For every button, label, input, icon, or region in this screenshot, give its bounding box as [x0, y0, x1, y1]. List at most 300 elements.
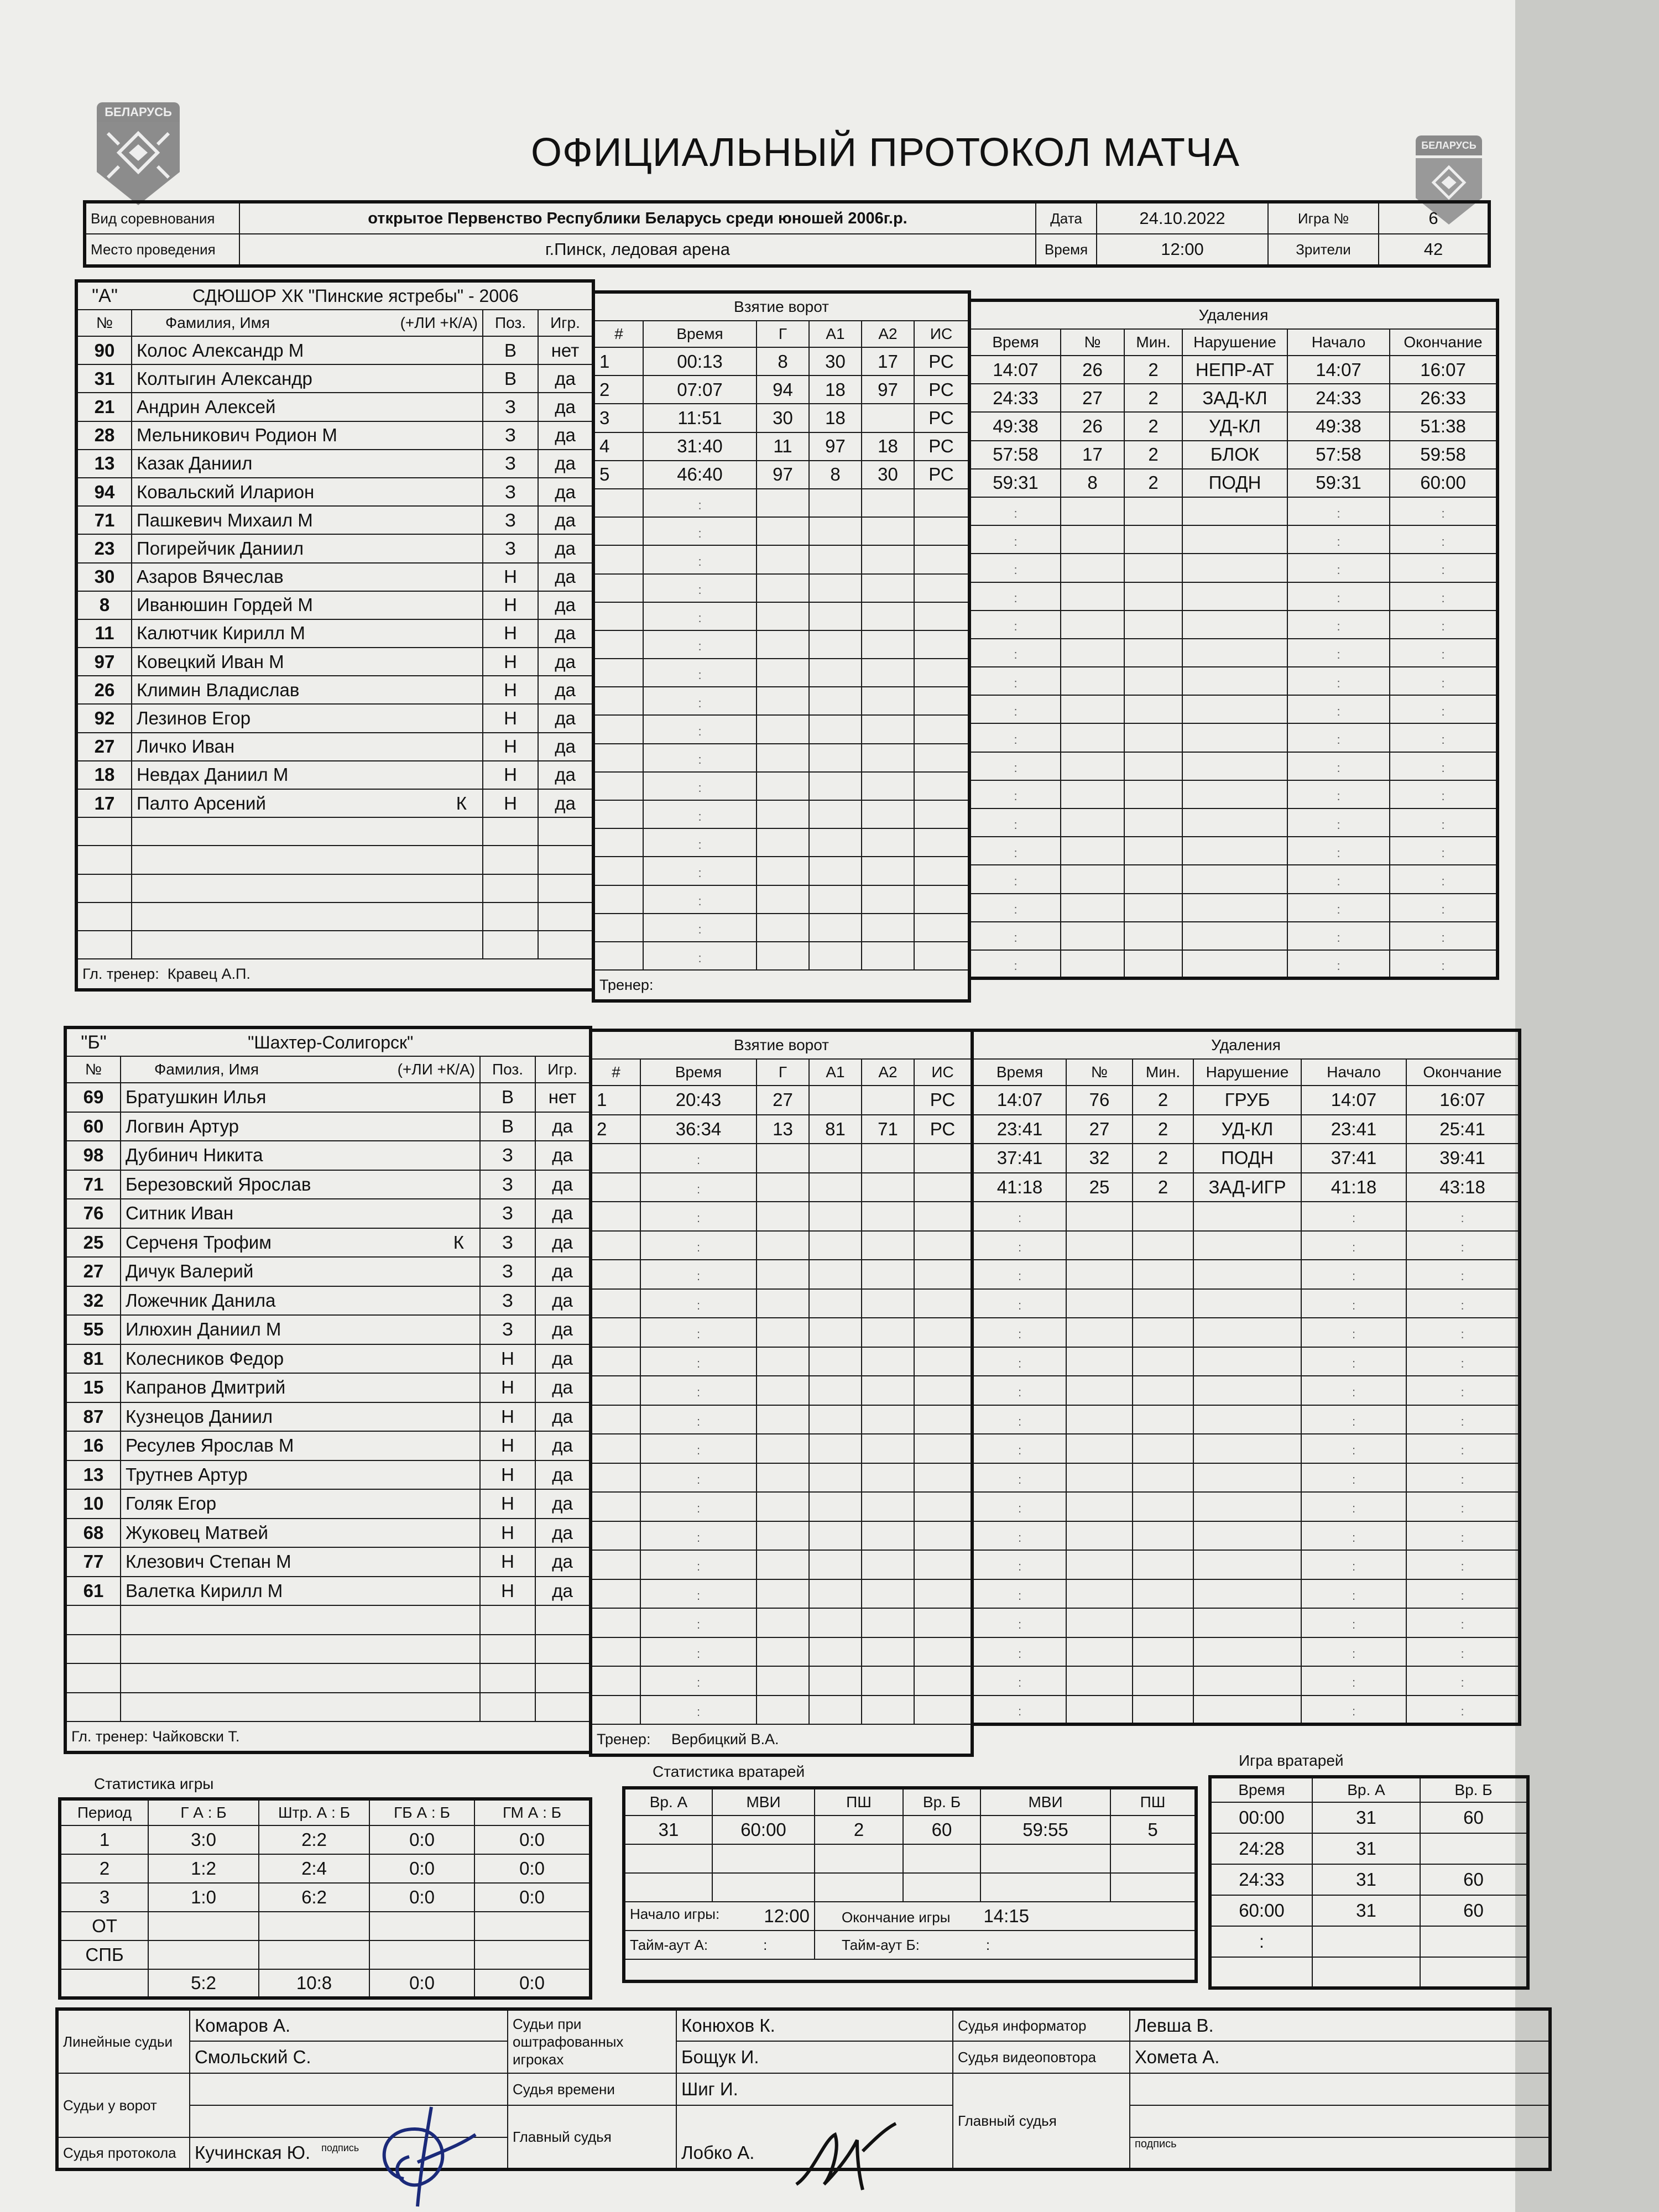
team-a-goal-a1: 18 [809, 375, 862, 404]
team-b-goal-cell [640, 1521, 757, 1551]
team-a-goal-cell [757, 800, 809, 828]
team-b-penalty-blank-colon: : [1352, 1676, 1356, 1690]
team-a-penalty-blank-colon: : [1337, 761, 1340, 775]
team-a-penalty-cell [1061, 525, 1124, 554]
team-b-penalty-blank-colon: : [1460, 1472, 1464, 1486]
team-a-goal-cell [643, 772, 757, 800]
team-b-player-pos: Н [480, 1431, 535, 1460]
team-b-penalty-blank-colon: : [1018, 1646, 1022, 1661]
game-stats-cell-1: 1:0 [148, 1883, 259, 1912]
team-b-goal-cell [757, 1144, 809, 1173]
team-a-goal-row [593, 857, 969, 885]
team-b-penalty-blank-colon: : [1460, 1414, 1464, 1428]
team-a-player-num: 90 [76, 336, 132, 364]
team-a-penalty-cell [1287, 582, 1390, 611]
team-a-player-played: да [538, 421, 593, 450]
team-b-player-played: да [535, 1547, 591, 1577]
team-a-goal-cell [809, 914, 862, 942]
team-a-goal-cell [914, 885, 969, 914]
team-a-goal-cell [914, 772, 969, 800]
team-b-goal-cell [809, 1173, 862, 1202]
team-b-penalty-s: 37:41 [1301, 1144, 1406, 1173]
team-b-penalty-blank-colon: : [1018, 1530, 1022, 1545]
team-b-goal-g: 13 [757, 1115, 809, 1144]
spectators-value: 42 [1379, 234, 1489, 266]
team-a-penalty-inf: ЗАД-КЛ [1182, 384, 1287, 412]
goalie-play-header-1: Вр. А [1312, 1777, 1420, 1802]
team-b-player-captain: К [453, 1232, 464, 1253]
team-b-penalty-cell [1066, 1260, 1133, 1289]
team-b-goal-blank-colon: : [696, 1182, 701, 1196]
team-a-goal-a1: 97 [809, 432, 862, 461]
team-a-goal-cell [643, 942, 757, 970]
team-a-penalty-cell [969, 525, 1061, 554]
team-a-penalty-m: 2 [1124, 469, 1182, 497]
team-b-penalty-row [972, 1289, 1520, 1318]
team-b-goal-a2-header: А2 [862, 1059, 914, 1086]
referee-label: Главный судья [508, 2105, 676, 2169]
team-b-goal-cell [914, 1173, 972, 1202]
team-a-goal-cell [809, 828, 862, 857]
team-b-penalty-cell [972, 1289, 1066, 1318]
team-a-penalty-blank-colon: : [1441, 958, 1445, 973]
team-b-pen-time-header: Время [972, 1059, 1066, 1086]
team-b-player-pos: Н [480, 1402, 535, 1432]
team-b-penalty-cell [1066, 1637, 1133, 1667]
team-b-penalty-row [972, 1608, 1520, 1637]
team-a-penalty-row [969, 639, 1498, 667]
team-b-coach: Тренер: Вербицкий В.А. [591, 1724, 972, 1755]
team-b-goal-blank-colon: : [696, 1240, 701, 1254]
team-b-player-cell [535, 1605, 591, 1635]
team-b-goal-cell [809, 1318, 862, 1347]
team-b-goal-cell [862, 1434, 914, 1463]
team-b-goal-a2: 71 [862, 1115, 914, 1144]
team-a-penalty-blank-colon: : [1337, 534, 1340, 549]
team-a-penalty-cell [969, 808, 1061, 837]
team-a-penalty-row [969, 950, 1498, 978]
team-b-player-row [65, 1083, 591, 1112]
team-b-penalty-cell [1133, 1376, 1193, 1405]
team-b-player-played: да [535, 1431, 591, 1460]
game-stats-cell-4: 0:0 [474, 1854, 591, 1883]
goalie-play-cell-0: 24:33 [1210, 1864, 1312, 1895]
team-a-penalty-n: 8 [1061, 469, 1124, 497]
team-b-goal-cell [757, 1637, 809, 1667]
team-a-goal-row [593, 574, 969, 602]
team-a-player-row [76, 846, 593, 874]
team-a-penalty-blank-colon: : [1337, 733, 1340, 747]
team-a-penalty-blank-colon: : [1441, 534, 1445, 549]
goalie-play-header-0: Время [1210, 1777, 1312, 1802]
team-a-penalty-row [969, 752, 1498, 780]
team-b-penalty-cell [1406, 1231, 1520, 1260]
team-a-player-cell [76, 846, 132, 874]
team-b-player-num: 68 [65, 1519, 121, 1548]
team-b-player-row [65, 1635, 591, 1664]
team-a-goal-cell [593, 602, 643, 630]
team-a-goal-time-header: Время [643, 321, 757, 347]
team-b-goal-blank-colon: : [696, 1559, 701, 1574]
team-a-penalty-cell [1287, 808, 1390, 837]
team-a-goal-cell [643, 800, 757, 828]
team-b-goal-cell [640, 1695, 757, 1725]
team-b-penalty-cell [972, 1231, 1066, 1260]
team-a-player-num: 71 [76, 506, 132, 534]
team-b-player-name: Валетка Кирилл М [121, 1577, 480, 1606]
team-a-goal-cell [757, 545, 809, 573]
team-b-goal-cell [809, 1202, 862, 1231]
team-a-player-played: да [538, 534, 593, 562]
team-a-player-played: да [538, 704, 593, 732]
team-a-goal-cell [809, 800, 862, 828]
team-b-penalty-cell [1066, 1434, 1133, 1463]
team-a-goal-blank-colon: : [698, 837, 702, 852]
team-a-player-num: 97 [76, 648, 132, 676]
team-a-penalty-cell [1287, 752, 1390, 780]
team-b-player-name: Серченя Трофим К [121, 1228, 480, 1258]
team-a-goal-cell [757, 687, 809, 715]
team-b-goal-cell [862, 1260, 914, 1289]
game-stats-cell-0: ОТ [60, 1912, 148, 1940]
team-b-player-pos: З [480, 1170, 535, 1199]
goalie-play-row [1210, 1864, 1528, 1895]
team-b-goal-cell [591, 1637, 640, 1667]
team-b-goal-cell [862, 1695, 914, 1725]
team-a-penalty-m: 2 [1124, 356, 1182, 384]
team-b-penalty-cell [1193, 1347, 1301, 1376]
goalie-stats-row [624, 1873, 1196, 1902]
team-b-penalty-cell [1193, 1405, 1301, 1434]
game-stats-header-3: ГБ А : Б [369, 1799, 474, 1825]
team-a-penalty-t: 24:33 [969, 384, 1061, 412]
team-a-player-cell [132, 931, 483, 959]
team-b-player-row [65, 1547, 591, 1577]
team-a-penalty-cell [1287, 780, 1390, 808]
team-b-player-cell [535, 1693, 591, 1722]
team-a-goal-cell [643, 489, 757, 517]
team-b-penalty-cell [1133, 1550, 1193, 1579]
team-b-penalty-blank-colon: : [1018, 1443, 1022, 1458]
team-a-player-row [76, 364, 593, 393]
team-b-penalty-row [972, 1260, 1520, 1289]
goalie-play-cell-1: 31 [1312, 1864, 1420, 1895]
team-b-penalty-cell [1406, 1579, 1520, 1609]
team-b-goal-cell [914, 1492, 972, 1521]
goalie-stats-cell-2: 2 [815, 1815, 903, 1844]
team-b-player-name: Колесников Федор [121, 1344, 480, 1374]
team-b-player-row [65, 1170, 591, 1199]
team-b-player-row [65, 1228, 591, 1258]
team-b-player-row [65, 1112, 591, 1141]
team-a-penalty-cell [1182, 554, 1287, 582]
team-b-penalty-blank-colon: : [1018, 1704, 1022, 1718]
team-a-penalty-cell [1287, 950, 1390, 978]
team-a-goal-cell [809, 517, 862, 545]
team-a-name-header: Фамилия, Имя (+ЛИ +К/А) [132, 310, 483, 336]
team-b-penalty-cell [1193, 1521, 1301, 1551]
team-b-goal-blank-colon: : [696, 1414, 701, 1428]
team-b-penalty-cell [1133, 1318, 1193, 1347]
team-b-goals-title: Взятие ворот [591, 1030, 972, 1059]
team-a-goal-cell [593, 800, 643, 828]
team-b-penalty-cell [1133, 1463, 1193, 1493]
goalie-stats-header-2: ПШ [815, 1788, 903, 1815]
team-b-goal-row [591, 1463, 972, 1493]
team-a-penalty-blank-colon: : [1441, 648, 1445, 662]
team-a-penalty-s: 49:38 [1287, 412, 1390, 440]
team-b-penalty-blank-colon: : [1352, 1211, 1356, 1225]
team-b-goal-cell [757, 1318, 809, 1347]
team-b-goal-cell [640, 1289, 757, 1318]
team-b-player-row [65, 1605, 591, 1635]
team-b-goal-cell [809, 1579, 862, 1609]
team-a-penalty-cell [1287, 894, 1390, 922]
team-b-penalty-cell [972, 1695, 1066, 1725]
goalie-play-cell-0: : [1210, 1926, 1312, 1957]
team-b-player-num: 87 [65, 1402, 121, 1432]
team-a-goal-a2: 97 [862, 375, 914, 404]
goalie-play-cell-1 [1312, 1926, 1420, 1957]
team-a-penalty-blank-colon: : [1337, 846, 1340, 860]
team-a-goal-row [593, 630, 969, 659]
team-b-goal-blank-colon: : [696, 1704, 701, 1719]
goalie-play-cell-0: 00:00 [1210, 1802, 1312, 1833]
team-b-goal-cell [809, 1550, 862, 1579]
team-b-goal-row [591, 1608, 972, 1637]
goalie-stats-cell-4 [980, 1873, 1110, 1902]
team-b-penalty-blank-colon: : [1352, 1472, 1356, 1486]
team-b-goal-i: 2 [591, 1115, 640, 1144]
team-a-penalty-blank-colon: : [1014, 676, 1018, 690]
team-b-goal-cell [862, 1289, 914, 1318]
penalty-box-2: Бощук И. [676, 2041, 953, 2073]
team-a-goal-row [593, 772, 969, 800]
team-b-penalty-cell [1133, 1405, 1193, 1434]
team-a-penalty-cell [969, 667, 1061, 695]
team-a-player-name: Колтыгин Александр [132, 364, 483, 393]
team-b-player-played: да [535, 1519, 591, 1548]
team-b-goal-row [591, 1579, 972, 1609]
team-b-penalty-row [972, 1144, 1520, 1173]
team-b-goal-cell [640, 1405, 757, 1434]
team-b-goal-cell [914, 1376, 972, 1405]
game-stats-cell-4: 0:0 [474, 1825, 591, 1854]
team-b-goal-cell [757, 1463, 809, 1493]
team-b-penalty-blank-colon: : [1352, 1269, 1356, 1284]
team-b-penalty-cell [1301, 1550, 1406, 1579]
team-a-player-name: Андрин Алексей [132, 393, 483, 421]
team-b-goal-cell [862, 1347, 914, 1376]
team-b-penalty-row [972, 1434, 1520, 1463]
team-b-player-row [65, 1141, 591, 1170]
team-b-player-num: 32 [65, 1286, 121, 1316]
team-a-penalty-blank-colon: : [1441, 902, 1445, 917]
team-b-player-played: да [535, 1577, 591, 1606]
team-b-player-row [65, 1373, 591, 1402]
game-stats-cell-1 [148, 1912, 259, 1940]
team-a-goal-cell [643, 857, 757, 885]
team-b-penalty-blank-colon: : [1460, 1530, 1464, 1545]
team-a-penalty-cell [1390, 554, 1498, 582]
team-b-penalty-cell [1301, 1463, 1406, 1493]
goalie-play-cell-1 [1312, 1957, 1420, 1988]
team-b-penalty-cell [972, 1202, 1066, 1231]
team-b-goal-cell [809, 1608, 862, 1637]
team-a-penalty-blank-colon: : [1337, 931, 1340, 945]
team-b-penalty-row [972, 1463, 1520, 1493]
team-a-goal-cell [862, 630, 914, 659]
team-b-goal-cell [591, 1608, 640, 1637]
team-b-penalty-blank-colon: : [1018, 1385, 1022, 1400]
team-b-player-played: да [535, 1199, 591, 1228]
team-a-goal-cell [643, 630, 757, 659]
game-stats-cell-1 [148, 1940, 259, 1969]
team-a-penalty-cell [1287, 497, 1390, 525]
team-b-goal-blank-colon: : [696, 1646, 701, 1661]
team-b-penalty-n: 25 [1066, 1173, 1133, 1202]
team-b-penalty-cell [1066, 1347, 1133, 1376]
team-a-penalty-cell [1124, 723, 1182, 752]
game-stats-header-1: Г А : Б [148, 1799, 259, 1825]
team-a-player-played: нет [538, 336, 593, 364]
team-b-goal-row [591, 1347, 972, 1376]
team-a-penalties [968, 299, 1499, 980]
game-label: Игра № [1268, 202, 1379, 234]
team-a-player-cell [76, 931, 132, 959]
team-a-goal-a1: 18 [809, 404, 862, 432]
team-a-penalty-blank-colon: : [1337, 704, 1340, 718]
team-b-goal-cell [757, 1550, 809, 1579]
team-a-goal-a1: 8 [809, 461, 862, 489]
team-b-player-cell [480, 1635, 535, 1664]
team-a-player-num: 13 [76, 450, 132, 478]
team-b-penalty-cell [1133, 1492, 1193, 1521]
team-a-goal-blank-colon: : [698, 724, 702, 739]
team-b-pen-end-header: Окончание [1406, 1059, 1520, 1086]
team-b-goal-cell [862, 1405, 914, 1434]
team-b-goal-row [591, 1173, 972, 1202]
team-b-goal-cell [591, 1144, 640, 1173]
team-a-goal-cell [593, 574, 643, 602]
team-a-goal-cell [593, 715, 643, 743]
team-b-penalty-row [972, 1521, 1520, 1551]
team-b-goal-cell [591, 1318, 640, 1347]
team-b-player-played: да [535, 1170, 591, 1199]
team-b-goal-blank-colon: : [696, 1618, 701, 1632]
team-b-penalty-blank-colon: : [1460, 1298, 1464, 1312]
team-b-played-header: Игр. [535, 1056, 591, 1083]
team-b-penalty-inf: ЗАД-ИГР [1193, 1173, 1301, 1202]
team-a-player-row [76, 817, 593, 846]
team-b-penalty-s: 41:18 [1301, 1173, 1406, 1202]
team-b-penalty-cell [972, 1608, 1066, 1637]
team-a-goal-cell [914, 828, 969, 857]
team-b-penalty-cell [972, 1434, 1066, 1463]
team-a-goal-t: 46:40 [643, 461, 757, 489]
team-b-penalty-row [972, 1115, 1520, 1144]
goalie-stats-header-1: МВИ [712, 1788, 815, 1815]
team-a-penalty-t: 49:38 [969, 412, 1061, 440]
team-b-goal-cell [914, 1347, 972, 1376]
team-a-penalty-row [969, 441, 1498, 469]
venue-label: Место проведения [85, 234, 239, 266]
team-b-penalty-cell [1193, 1579, 1301, 1609]
team-a-penalty-cell [1182, 695, 1287, 723]
team-a-penalty-cell [1124, 695, 1182, 723]
competition-label: Вид соревнования [85, 202, 239, 234]
team-b-goal-cell [809, 1521, 862, 1551]
team-b-goal-cell [914, 1550, 972, 1579]
team-a-penalty-cell [1061, 780, 1124, 808]
team-b-penalty-cell [972, 1463, 1066, 1493]
team-a-player-row [76, 733, 593, 761]
team-a-penalty-cell [1390, 667, 1498, 695]
team-b-goal-row [591, 1144, 972, 1173]
game-stats-cell-3: 0:0 [369, 1825, 474, 1854]
team-b-penalty-cell [1406, 1434, 1520, 1463]
game-stats-row [60, 1825, 591, 1854]
team-b-goal-cell [809, 1376, 862, 1405]
team-a-goal-cell [914, 630, 969, 659]
competition-value: открытое Первенство Республики Беларусь среди юношей 2006г.р. [239, 202, 1036, 234]
team-a-played-header: Игр. [538, 310, 593, 336]
team-b-player-cell [535, 1663, 591, 1693]
team-a-pen-infraction-header: Нарушение [1182, 329, 1287, 356]
team-a-player-row [76, 534, 593, 562]
team-b-player-pos: Н [480, 1373, 535, 1402]
goalie-play-cell-0: 24:28 [1210, 1833, 1312, 1864]
team-a-penalty-cell [1287, 865, 1390, 893]
team-b-penalty-m: 2 [1133, 1115, 1193, 1144]
team-a-player-name: Климин Владислав [132, 676, 483, 704]
team-b-goal-cell [809, 1260, 862, 1289]
team-a-penalty-row [969, 723, 1498, 752]
team-b-penalty-cell [1066, 1231, 1133, 1260]
team-a-goal-cell [809, 857, 862, 885]
team-a-goal-cell [643, 545, 757, 573]
team-b-player-cell [121, 1663, 480, 1693]
game-stats-cell-1: 3:0 [148, 1825, 259, 1854]
team-a-player-cell [483, 874, 538, 902]
team-b-goal-cell [640, 1347, 757, 1376]
team-a-penalty-n: 27 [1061, 384, 1124, 412]
game-stats-cell-2 [259, 1912, 369, 1940]
team-b-name: "Шахтер-Солигорск" [121, 1027, 591, 1056]
team-b-penalty-cell [1193, 1608, 1301, 1637]
team-b-player-num: 71 [65, 1170, 121, 1199]
team-b-penalty-cell [1406, 1202, 1520, 1231]
team-b-penalty-s: 14:07 [1301, 1086, 1406, 1115]
team-a-penalty-blank-colon: : [1014, 704, 1018, 718]
team-a-goal-cell [809, 659, 862, 687]
team-b-goal-row [591, 1492, 972, 1521]
team-a-player-num: 28 [76, 421, 132, 450]
linesman-2: Смольский С. [190, 2041, 508, 2073]
team-b-penalty-cell [1133, 1579, 1193, 1609]
team-a-penalty-e: 60:00 [1390, 469, 1498, 497]
team-a-penalty-blank-colon: : [1441, 506, 1445, 520]
team-a-player-num: 31 [76, 364, 132, 393]
date-label: Дата [1036, 202, 1097, 234]
team-a-player-played: да [538, 676, 593, 704]
team-a-penalty-cell [1390, 894, 1498, 922]
team-b-penalty-blank-colon: : [1018, 1269, 1022, 1284]
team-a-goals-title: Взятие ворот [593, 292, 969, 321]
team-b-penalty-blank-colon: : [1018, 1327, 1022, 1342]
team-a-penalty-cell [1390, 525, 1498, 554]
team-a-penalty-cell [1061, 497, 1124, 525]
